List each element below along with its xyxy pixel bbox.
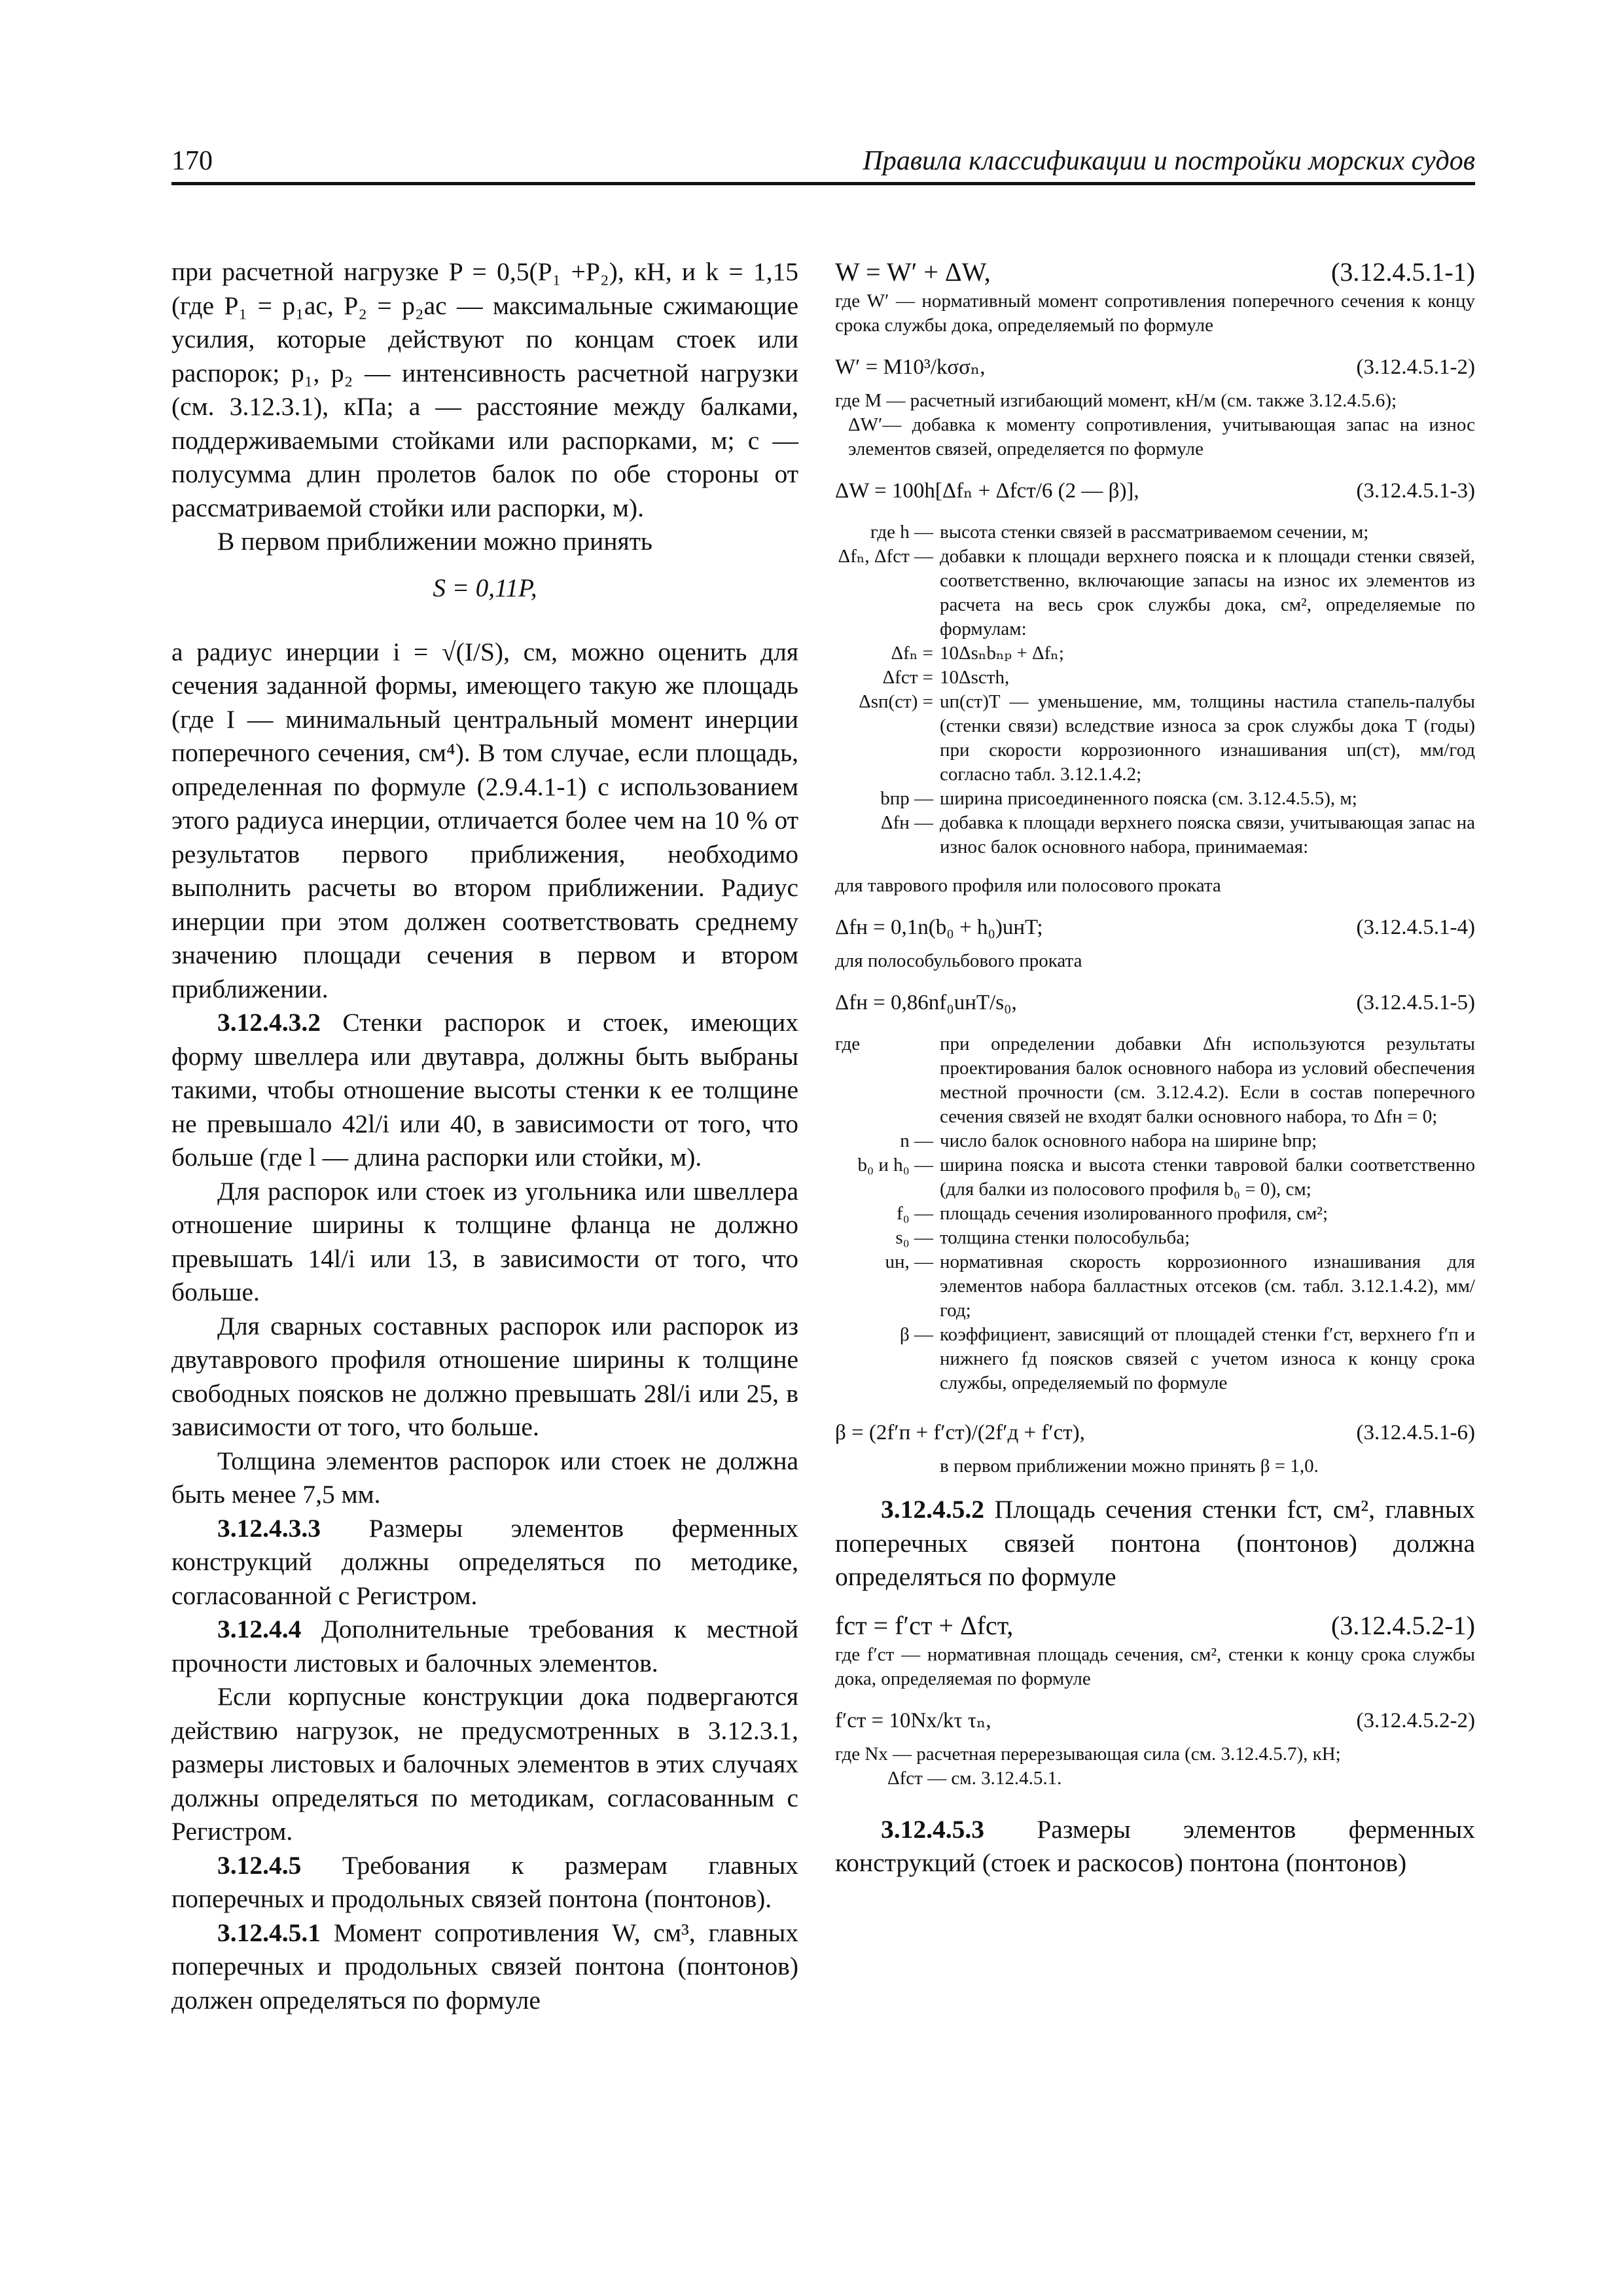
definition-term: s₀ — (895, 1227, 933, 1248)
definition-row (835, 1250, 1475, 1323)
section-3-12-4-5-1 (171, 1916, 798, 2018)
section-3-12-4-5 (171, 1849, 798, 1916)
definition-term: Δsп(ст) = (859, 691, 933, 712)
equation-3 (835, 476, 1475, 506)
section-text: Момент сопротивления W, см³, главных поперечных и продольных связей понтона (понтонов) должен определяться по формуле (171, 1918, 799, 2015)
definition-row (835, 666, 1475, 690)
definition-text: площадь сечения изолированного профиля, см²; (940, 1203, 1329, 1224)
paragraph: а радиус инерции i = √(I/S), см, можно оценить для сечения заданной формы, имеющего такую же площадь (где I — минимальный центральный момент инерции поперечного сечения, см⁴). В том случае, если площадь, определенная по формуле (2.9.4.1-1) с использованием этого радиуса инерции, отличается более чем на 10 % от результатов первого приближения, необходимо выполнить расчеты во втором приближении. Радиус инерции при этом должен соответствовать среднему значению площади сечения в первом и втором приближении. (171, 637, 798, 1003)
definition-term: где h — (870, 522, 933, 543)
equation-2 (835, 352, 1475, 382)
paragraph: Для сварных составных распорок или распорок из двутаврового профиля отношение ширины к толщине свободных поясков не должно превышать 28l/i или 25, в зависимости от того, что больше. (171, 1311, 798, 1441)
section-text: Требования к размерам главных поперечных и продольных связей понтона (понтонов). (171, 1850, 799, 1913)
page-header (171, 145, 1475, 182)
equation-number: (3.12.4.5.1-6) (1356, 1421, 1475, 1444)
section-3-12-4-3-2 (171, 1006, 798, 1175)
paragraph: при расчетной нагрузке P = 0,5(P₁ +P₂), кН, и k = 1,15 (где P₁ = p₁ac, P₂ = p₂ac — максимальные сжимающие усилия, которые действуют по концам стоек или распорок; p₁, p₂ — интенсивность расчетной нагрузки (см. 3.12.3.1), кПа; a — расстояние между балками, поддерживаемыми стойками или распорками, м; c — полусумма длин пролетов балок по обе стороны от рассматриваемой стойки или распорки, м). (171, 257, 798, 522)
definition-text: толщина стенки полособульба; (940, 1227, 1190, 1248)
definition-row (835, 690, 1475, 787)
equation-7 (835, 1609, 1475, 1643)
section-text: Размеры элементов ферменных конструкций (стоек и раскосов) понтона (понтонов) (835, 1814, 1475, 1877)
definition-term: bпр — (880, 788, 933, 809)
section-3-12-4-5-2 (835, 1493, 1475, 1594)
equation-text: W′ = M10³/kσσₙ, (835, 355, 986, 379)
equation-text: fст = f′ст + Δfст, (835, 1610, 1014, 1640)
definition-text: 10Δsₙbₙₚ + Δfₙ; (940, 643, 1064, 664)
section-number: 3.12.4.3.2 (217, 1008, 321, 1037)
definition-text: высота стенки связей в рассматриваемом сечении, м; (940, 522, 1369, 543)
equation-text: Δfн = 0,86nf₀uнT/s₀, (835, 991, 1017, 1014)
paragraph: Для распорок или стоек из угольника или швеллера отношение ширины к толщине фланца не должно превышать 14l/i или 13, в зависимости от того, что больше. (171, 1176, 798, 1306)
section-number: 3.12.4.5 (217, 1850, 302, 1880)
equation-1 (835, 255, 1475, 289)
definition-row (835, 1226, 1475, 1250)
left-column (171, 255, 798, 2017)
equation-where: где f′ст — нормативная площадь сечения, см², стенки к концу срока службы дока, определяемая по формуле (835, 1643, 1475, 1689)
section-3-12-4-5-3 (835, 1813, 1475, 1880)
definition-text: 10Δsстh, (940, 667, 1010, 688)
equation-6 (835, 1418, 1475, 1448)
equation-where: где M — расчетный изгибающий момент, кН/м (см. также 3.12.4.5.6); (835, 390, 1397, 411)
definition-row (835, 1153, 1475, 1202)
equation-number: (3.12.4.5.2-1) (1331, 1610, 1475, 1640)
definition-term: f₀ — (896, 1203, 933, 1224)
definition-term: Δfₙ = (891, 643, 933, 664)
definition-row (835, 1202, 1475, 1226)
definition-term: Δfн — (880, 812, 933, 833)
definition-term: b₀ и h₀ — (857, 1155, 933, 1175)
section-number: 3.12.4.3.3 (217, 1513, 321, 1543)
paragraph: Толщина элементов распорок или стоек не должна быть менее 7,5 мм. (171, 1446, 798, 1509)
equation-text: Δfн = 0,1n(b₀ + h₀)uнT; (835, 916, 1043, 939)
header-rule (171, 182, 1475, 185)
equation-text: f′ст = 10Nх/kτ τₙ, (835, 1708, 991, 1732)
equation-number: (3.12.4.5.2-2) (1356, 1708, 1475, 1732)
definition-term: uн, — (885, 1251, 933, 1272)
equation-where: Δfст — см. 3.12.4.5.1. (887, 1767, 1062, 1789)
section-number: 3.12.4.4 (217, 1615, 302, 1643)
definition-text: uп(ст)T — уменьшение, мм, толщины настила стапель-палубы (стенки связи) вследствие износа за срок службы дока T (годы) при скорости коррозионного изнашивания uп(ст), мм/год согласно табл. 3.12.1.4.2; (940, 691, 1475, 785)
definition-row (835, 545, 1475, 641)
paragraph: Если корпусные конструкции дока подвергаются действию нагрузок, не предусмотренных в 3.12.3.1, размеры листовых и балочных элементов в этих случаях должны определяться по методикам, согласованным с Регистром. (171, 1682, 798, 1846)
definition-row (835, 1129, 1475, 1153)
beta-note: в первом приближении можно принять β = 1,0. (940, 1456, 1319, 1477)
section-number: 3.12.4.5.2 (881, 1495, 984, 1524)
section-text: Размеры элементов ферменных конструкций должны определяться по методике, согласованной с Регистром. (171, 1513, 798, 1610)
equation-where: где W′ — нормативный момент сопротивления поперечного сечения к концу срока службы дока, определяемый по формуле (835, 291, 1475, 336)
definition-text: коэффициент, зависящий от площадей стенки f′ст, верхнего f′п и нижнего fд поясков связей с учетом износа к концу срока службы, определяемый по формуле (940, 1324, 1475, 1393)
section-text: Дополнительные требования к местной прочности листовых и балочных элементов. (171, 1615, 798, 1677)
definition-term: Δfст = (882, 667, 933, 688)
definition-row (835, 520, 1475, 545)
paragraph: В первом приближении можно принять (217, 527, 652, 556)
definition-text: добавка к площади верхнего пояска связи, учитывающая запас на износ балок основного набора, принимаемая: (940, 812, 1475, 857)
definition-text: ширина пояска и высота стенки тавровой балки соответственно (для балки из полосового профиля b₀ = 0), см; (940, 1155, 1475, 1200)
equation-text: ΔW = 100h[Δfₙ + Δfст/6 (2 — β)], (835, 479, 1139, 503)
definition-text: при определении добавки Δfн используются результаты проектирования балок основного набора из условий обеспечения местной прочности (см. 3.12.4.2). Если в состав поперечного сечения связей не входят балки основного набора, то Δfн = 0; (940, 1033, 1475, 1127)
equation-number: (3.12.4.5.1-4) (1356, 916, 1475, 939)
page-number: 170 (171, 146, 213, 176)
equation-4 (835, 912, 1475, 942)
formula-s: S = 0,11P, (433, 573, 537, 602)
section-3-12-4-4 (171, 1613, 798, 1680)
definition-text: ширина присоединенного пояска (см. 3.12.4.5.5), м; (940, 788, 1357, 809)
section-text: Стенки распорок и стоек, имеющих форму швеллера или двутавра, должны быть выбраны такими, чтобы отношение высоты стенки к ее толщине не превышало 42l/i или 40, в зависимости от того, что больше (где l — длина распорки или стойки, м). (171, 1008, 798, 1172)
definition-term: n — (900, 1130, 933, 1151)
section-number: 3.12.4.5.1 (217, 1918, 321, 1947)
definition-row (835, 811, 1475, 859)
definition-term: β — (899, 1324, 933, 1345)
equation-where: ΔW′— добавка к моменту сопротивления, учитывающая запас на износ элементов связей, определяется по формуле (848, 414, 1475, 459)
definition-text: число балок основного набора на ширине bпр; (940, 1130, 1317, 1151)
equation-number: (3.12.4.5.1-3) (1356, 479, 1475, 503)
definition-row (835, 1323, 1475, 1395)
definition-term: Δfₙ, Δfст — (838, 546, 933, 567)
section-3-12-4-3-3 (171, 1512, 798, 1613)
equation-8 (835, 1706, 1475, 1736)
section-number: 3.12.4.5.3 (881, 1814, 984, 1844)
equation-text: β = (2f′п + f′ст)/(2f′д + f′ст), (835, 1421, 1085, 1444)
definition-row (835, 641, 1475, 666)
equation-text: W = W′ + ΔW, (835, 257, 991, 287)
running-title: Правила классификации и постройки морских судов (863, 146, 1475, 176)
definition-text: нормативная скорость коррозионного изнашивания для элементов набора балластных отсеков (см. табл. 3.12.1.4.2), мм/год; (940, 1251, 1475, 1321)
equation-5 (835, 988, 1475, 1018)
equation-number: (3.12.4.5.1-1) (1331, 257, 1475, 287)
section-text: Площадь сечения стенки fст, см², главных поперечных связей понтона (понтонов) должна определяться по формуле (835, 1495, 1475, 1591)
right-column (835, 255, 1475, 1880)
definition-term: где (835, 1033, 861, 1054)
equation-number: (3.12.4.5.1-5) (1356, 991, 1475, 1014)
definition-text: добавки к площади верхнего пояска и к площади стенки связей, соответственно, включающие запасы на износ их элементов из расчета на весь срок службы дока, см², определяемые по формулам: (940, 546, 1475, 639)
definition-row (835, 787, 1475, 811)
equation-number: (3.12.4.5.1-2) (1356, 355, 1475, 379)
profile-label: для полособульбового проката (835, 950, 1082, 971)
profile-label: для таврового профиля или полосового проката (835, 875, 1221, 896)
definition-row (835, 1032, 1475, 1129)
equation-where: где Nх — расчетная перерезывающая сила (см. 3.12.4.5.7), кН; (835, 1743, 1341, 1765)
